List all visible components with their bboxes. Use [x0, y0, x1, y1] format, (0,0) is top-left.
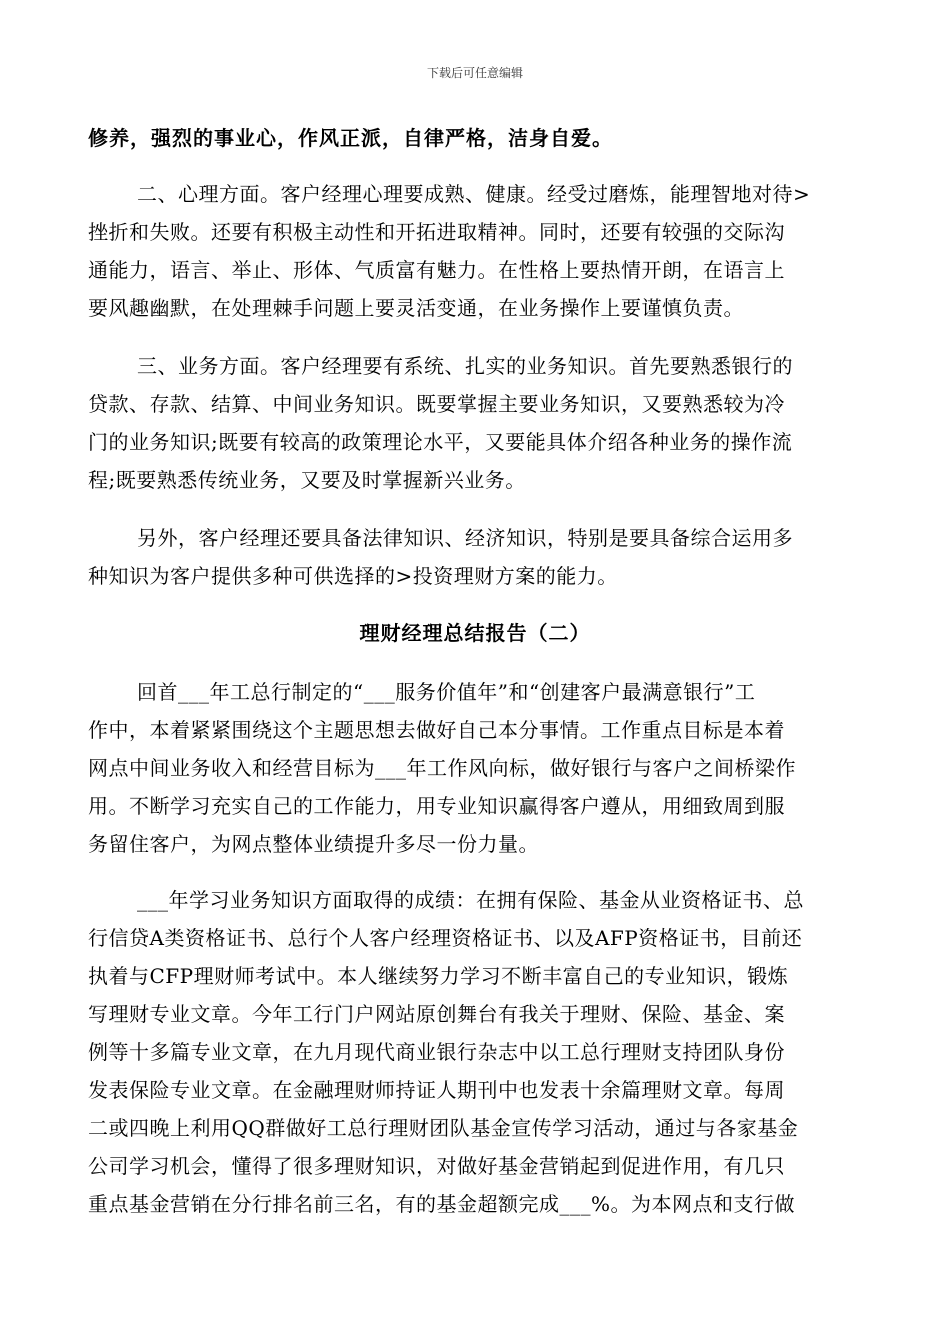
paragraph-line: 三、业务方面。客户经理要有系统、扎实的业务知识。首先要熟悉银行的 — [137, 354, 793, 378]
paragraph-line: 作中，本着紧紧围绕这个主题思想去做好自己本分事情。工作重点目标是本着 — [88, 718, 785, 742]
paragraph-line: 另外，客户经理还要具备法律知识、经济知识，特别是要具备综合运用多 — [137, 526, 793, 550]
paragraph-line: 门的业务知识;既要有较高的政策理论水平，又要能具体介绍各种业务的操作流 — [88, 430, 793, 454]
paragraph-line: 行信贷A类资格证书、总行个人客户经理资格证书、以及AFP资格证书，目前还 — [88, 926, 803, 950]
paragraph-line: 公司学习机会，懂得了很多理财知识，对做好基金营销起到促进作用，有几只 — [88, 1154, 785, 1178]
paragraph-line: 例等十多篇专业文章，在九月现代商业银行杂志中以工总行理财支持团队身份 — [88, 1040, 785, 1064]
section-heading: 理财经理总结报告（二） — [359, 621, 591, 645]
paragraph-line: 二、心理方面。客户经理心理要成熟、健康。经受过磨炼，能理智地对待> — [137, 182, 811, 206]
paragraph-line: 网点中间业务收入和经营目标为___年工作风向标，做好银行与客户之间桥梁作 — [88, 756, 796, 780]
paragraph-line: ___年学习业务知识方面取得的成绩：在拥有保险、基金从业资格证书、总 — [137, 888, 804, 912]
paragraph-line: 写理财专业文章。今年工行门户网站原创舞台有我关于理财、保险、基金、案 — [88, 1002, 785, 1026]
paragraph-line: 修养，强烈的事业心，作风正派，自律严格，洁身自爱。 — [88, 126, 613, 150]
paragraph-line: 程;既要熟悉传统业务，又要及时掌握新兴业务。 — [88, 468, 526, 492]
paragraph-line: 种知识为客户提供多种可供选择的>投资理财方案的能力。 — [88, 564, 618, 588]
paragraph-line: 贷款、存款、结算、中间业务知识。既要掌握主要业务知识，又要熟悉较为冷 — [88, 392, 785, 416]
paragraph-line: 二或四晚上利用QQ群做好工总行理财团队基金宣传学习活动，通过与各家基金 — [88, 1116, 799, 1140]
page-header-note: 下载后可任意编辑 — [426, 66, 523, 80]
paragraph-line: 通能力，语言、举止、形体、气质富有魅力。在性格上要热情开朗，在语言上 — [88, 258, 785, 282]
paragraph-line: 务留住客户，为网点整体业绩提升多尽一份力量。 — [88, 832, 539, 856]
paragraph-line: 发表保险专业文章。在金融理财师持证人期刊中也发表十余篇理财文章。每周 — [88, 1078, 785, 1102]
paragraph-line: 执着与CFP理财师考试中。本人继续努力学习不断丰富自己的专业知识，锻炼 — [88, 964, 789, 988]
paragraph-line: 回首___年工总行制定的“___服务价值年”和“创建客户最满意银行”工 — [137, 680, 756, 704]
paragraph-line: 挫折和失败。还要有积极主动性和开拓进取精神。同时，还要有较强的交际沟 — [88, 220, 785, 244]
paragraph-line: 用。不断学习充实自己的工作能力，用专业知识赢得客户遵从，用细致周到服 — [88, 794, 785, 818]
paragraph-line: 要风趣幽默，在处理棘手问题上要灵活变通，在业务操作上要谨慎负责。 — [88, 296, 744, 320]
paragraph-line: 重点基金营销在分行排名前三名，有的基金超额完成___%。为本网点和支行做 — [88, 1192, 796, 1216]
